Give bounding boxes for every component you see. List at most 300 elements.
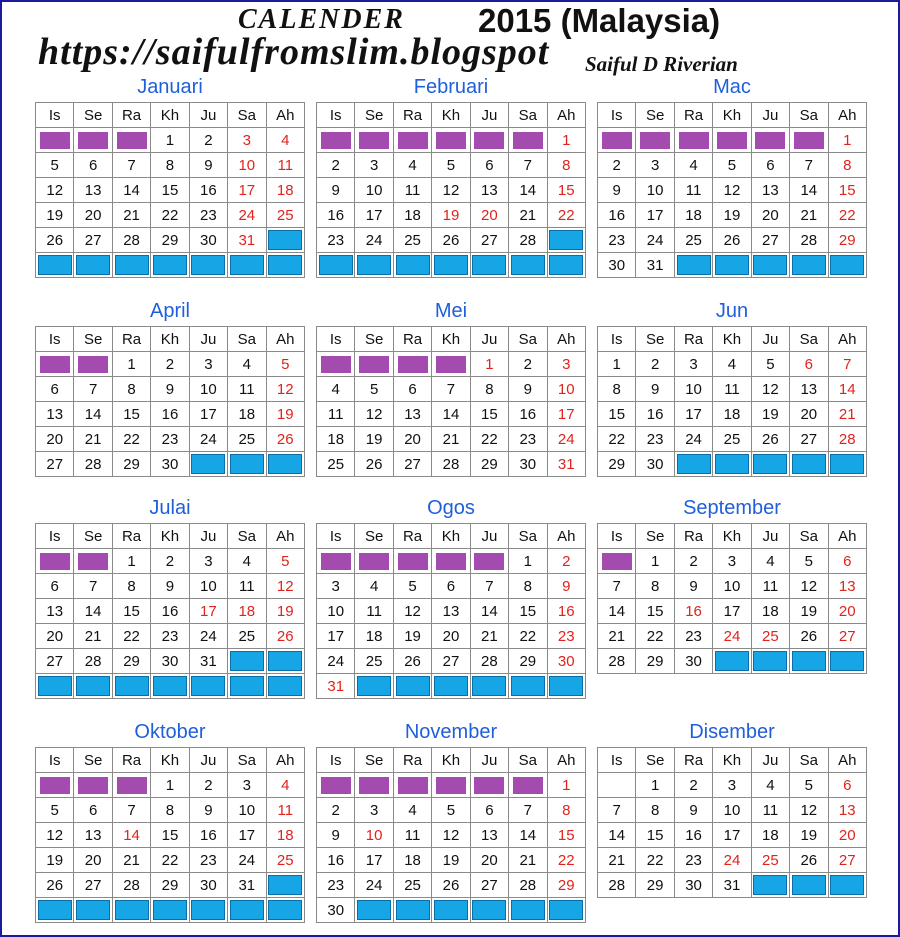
day-cell: 30 xyxy=(547,649,585,674)
month-grid xyxy=(35,523,305,699)
author-name: Saiful D Riverian xyxy=(585,52,738,76)
weekday-header: Ju xyxy=(470,524,508,549)
day-cell: 25 xyxy=(393,873,431,898)
day-cell: 18 xyxy=(355,624,393,649)
day-cell: 2 xyxy=(674,549,712,574)
month-grid xyxy=(35,747,305,923)
day-cell: 13 xyxy=(74,823,112,848)
weekday-header: Sa xyxy=(228,524,266,549)
day-cell: 25 xyxy=(266,848,304,873)
blank-cell-purple xyxy=(393,352,431,377)
day-cell: 24 xyxy=(317,649,355,674)
week-row xyxy=(598,549,867,574)
weekday-header: Ju xyxy=(751,327,789,352)
blue-block xyxy=(115,676,149,696)
weekday-header: Kh xyxy=(432,524,470,549)
day-cell: 25 xyxy=(713,427,751,452)
day-cell: 13 xyxy=(36,402,74,427)
day-cell: 29 xyxy=(112,452,150,477)
day-cell: 20 xyxy=(74,848,112,873)
day-cell: 1 xyxy=(509,549,547,574)
day-cell: 2 xyxy=(636,352,674,377)
weekday-header: Kh xyxy=(151,103,189,128)
day-cell: 25 xyxy=(355,649,393,674)
day-cell: 8 xyxy=(636,574,674,599)
week-row xyxy=(36,773,305,798)
blank-cell-purple xyxy=(470,128,508,153)
weekday-header: Ju xyxy=(751,524,789,549)
day-cell: 8 xyxy=(636,798,674,823)
day-cell: 7 xyxy=(509,798,547,823)
day-cell: 22 xyxy=(112,624,150,649)
day-cell: 8 xyxy=(547,798,585,823)
week-row xyxy=(36,599,305,624)
blue-block xyxy=(792,651,826,671)
purple-block xyxy=(398,553,428,570)
day-cell: 7 xyxy=(470,574,508,599)
day-cell: 8 xyxy=(151,153,189,178)
day-cell: 15 xyxy=(547,823,585,848)
purple-block xyxy=(321,553,351,570)
blank-cell-purple xyxy=(74,128,112,153)
month-name: Ogos xyxy=(427,497,475,519)
purple-block xyxy=(78,356,108,373)
weekday-header: Sa xyxy=(790,748,828,773)
week-row xyxy=(598,352,867,377)
day-cell: 24 xyxy=(228,203,266,228)
day-cell: 20 xyxy=(790,402,828,427)
blank-cell-purple xyxy=(112,128,150,153)
day-cell: 10 xyxy=(713,798,751,823)
blank-cell-blue xyxy=(189,898,227,923)
weekday-header: Se xyxy=(355,103,393,128)
blank-cell-blue xyxy=(266,873,304,898)
blue-block xyxy=(357,900,391,920)
blue-block xyxy=(396,900,430,920)
blank-cell-purple xyxy=(355,549,393,574)
weekday-header: Is xyxy=(36,327,74,352)
purple-block xyxy=(717,132,747,149)
blank-cell-blue xyxy=(228,649,266,674)
day-cell: 1 xyxy=(151,128,189,153)
week-row xyxy=(36,549,305,574)
blank-cell-blue xyxy=(432,253,470,278)
day-cell: 27 xyxy=(393,452,431,477)
week-row xyxy=(317,773,586,798)
week-row xyxy=(36,377,305,402)
day-cell: 11 xyxy=(751,574,789,599)
weekday-header: Ju xyxy=(189,524,227,549)
purple-block xyxy=(40,553,70,570)
blue-block xyxy=(268,875,302,895)
day-cell: 21 xyxy=(112,848,150,873)
week-row xyxy=(36,649,305,674)
weekday-header: Se xyxy=(636,524,674,549)
day-cell: 10 xyxy=(547,377,585,402)
day-cell: 28 xyxy=(112,873,150,898)
day-cell: 6 xyxy=(828,549,866,574)
blank-cell-blue xyxy=(674,253,712,278)
blue-block xyxy=(230,651,264,671)
day-cell: 3 xyxy=(228,773,266,798)
blank-cell-blue xyxy=(266,674,304,699)
purple-block xyxy=(321,356,351,373)
weekday-header: Is xyxy=(598,748,636,773)
blue-block xyxy=(792,255,826,275)
day-cell: 15 xyxy=(636,823,674,848)
day-cell: 22 xyxy=(547,848,585,873)
day-cell: 13 xyxy=(470,178,508,203)
week-row xyxy=(598,203,867,228)
blank-cell-purple xyxy=(112,773,150,798)
day-cell: 28 xyxy=(432,452,470,477)
purple-block xyxy=(436,553,466,570)
weekday-header: Ah xyxy=(547,327,585,352)
day-cell: 19 xyxy=(393,624,431,649)
blank-cell-purple xyxy=(355,352,393,377)
day-cell: 20 xyxy=(470,848,508,873)
day-cell: 29 xyxy=(509,649,547,674)
blank-cell-blue xyxy=(470,674,508,699)
day-cell: 16 xyxy=(317,203,355,228)
blue-block xyxy=(230,454,264,474)
day-cell: 8 xyxy=(470,377,508,402)
week-row xyxy=(317,203,586,228)
day-cell: 23 xyxy=(151,427,189,452)
day-cell: 10 xyxy=(674,377,712,402)
day-cell: 9 xyxy=(547,574,585,599)
day-cell: 24 xyxy=(228,848,266,873)
weekday-header: Is xyxy=(317,103,355,128)
weekday-header: Ah xyxy=(547,748,585,773)
day-cell: 11 xyxy=(317,402,355,427)
blank-cell-purple xyxy=(598,128,636,153)
day-cell: 2 xyxy=(547,549,585,574)
day-cell: 9 xyxy=(189,798,227,823)
day-cell: 4 xyxy=(393,153,431,178)
day-cell: 17 xyxy=(636,203,674,228)
weekday-header: Ra xyxy=(112,327,150,352)
purple-block xyxy=(602,132,632,149)
purple-block xyxy=(640,132,670,149)
purple-block xyxy=(436,777,466,794)
day-cell: 13 xyxy=(790,377,828,402)
weekday-header: Ah xyxy=(266,103,304,128)
blank-cell-blue xyxy=(228,253,266,278)
day-cell: 19 xyxy=(266,599,304,624)
month-name: November xyxy=(404,721,498,743)
week-row xyxy=(317,823,586,848)
blank-cell-blue xyxy=(112,253,150,278)
day-cell: 4 xyxy=(317,377,355,402)
day-cell: 16 xyxy=(509,402,547,427)
day-cell: 29 xyxy=(828,228,866,253)
day-cell: 13 xyxy=(36,599,74,624)
blank-cell-purple xyxy=(470,773,508,798)
day-cell: 4 xyxy=(393,798,431,823)
week-row xyxy=(317,674,586,699)
blank-cell-blue xyxy=(470,898,508,923)
day-cell: 13 xyxy=(751,178,789,203)
week-row xyxy=(317,253,586,278)
day-cell: 12 xyxy=(790,574,828,599)
day-cell: 28 xyxy=(598,649,636,674)
day-cell: 23 xyxy=(674,624,712,649)
weekday-header: Kh xyxy=(432,103,470,128)
weekday-header-row xyxy=(36,103,305,128)
day-cell: 26 xyxy=(432,873,470,898)
day-cell: 4 xyxy=(355,574,393,599)
day-cell: 13 xyxy=(393,402,431,427)
day-cell: 9 xyxy=(598,178,636,203)
blue-block xyxy=(153,255,187,275)
day-cell: 17 xyxy=(355,848,393,873)
weekday-header: Kh xyxy=(713,524,751,549)
weekday-header: Se xyxy=(355,748,393,773)
month-name: Februari xyxy=(413,76,489,98)
blank-cell-blue xyxy=(393,674,431,699)
blue-block xyxy=(434,676,468,696)
blank-cell-purple xyxy=(636,128,674,153)
day-cell: 7 xyxy=(598,574,636,599)
day-cell: 26 xyxy=(36,228,74,253)
blue-block xyxy=(230,900,264,920)
day-cell: 13 xyxy=(432,599,470,624)
day-cell: 20 xyxy=(828,823,866,848)
blank-cell-blue xyxy=(828,649,866,674)
weekday-header: Ju xyxy=(470,748,508,773)
weekday-header-row xyxy=(36,327,305,352)
day-cell: 4 xyxy=(228,352,266,377)
blank-cell-purple xyxy=(751,128,789,153)
blue-block xyxy=(715,651,749,671)
purple-block xyxy=(40,132,70,149)
blue-block xyxy=(230,255,264,275)
day-cell: 21 xyxy=(74,427,112,452)
purple-block xyxy=(602,553,632,570)
day-cell: 6 xyxy=(751,153,789,178)
week-row xyxy=(317,798,586,823)
day-cell: 20 xyxy=(751,203,789,228)
blank-cell-purple xyxy=(713,128,751,153)
day-cell: 3 xyxy=(713,773,751,798)
day-cell: 1 xyxy=(112,352,150,377)
blue-block xyxy=(396,255,430,275)
day-cell: 18 xyxy=(751,599,789,624)
day-cell: 6 xyxy=(432,574,470,599)
blank-cell-purple xyxy=(36,128,74,153)
blank-cell-purple xyxy=(36,549,74,574)
day-cell: 5 xyxy=(266,549,304,574)
weekday-header: Ra xyxy=(112,748,150,773)
day-cell: 21 xyxy=(509,203,547,228)
day-cell: 9 xyxy=(317,823,355,848)
day-cell: 25 xyxy=(266,203,304,228)
day-cell: 11 xyxy=(266,153,304,178)
day-cell: 20 xyxy=(470,203,508,228)
day-cell: 8 xyxy=(112,574,150,599)
day-cell: 17 xyxy=(713,599,751,624)
day-cell: 28 xyxy=(470,649,508,674)
day-cell: 8 xyxy=(598,377,636,402)
blog-url: https://saifulfromslim.blogspot xyxy=(38,31,550,73)
day-cell: 9 xyxy=(317,178,355,203)
day-cell: 22 xyxy=(470,427,508,452)
week-row xyxy=(317,128,586,153)
blank-cell-blue xyxy=(355,674,393,699)
day-cell: 5 xyxy=(36,153,74,178)
day-cell: 10 xyxy=(228,153,266,178)
week-row xyxy=(317,549,586,574)
blank-cell-blue xyxy=(751,452,789,477)
weekday-header: Ah xyxy=(828,327,866,352)
day-cell: 11 xyxy=(393,178,431,203)
blank-cell-blue xyxy=(355,253,393,278)
day-cell: 20 xyxy=(36,427,74,452)
week-row xyxy=(317,452,586,477)
weekday-header: Ah xyxy=(828,748,866,773)
weekday-header: Ra xyxy=(393,748,431,773)
day-cell: 5 xyxy=(432,798,470,823)
day-cell: 10 xyxy=(355,823,393,848)
day-cell: 16 xyxy=(547,599,585,624)
weekday-header-row xyxy=(598,748,867,773)
day-cell: 8 xyxy=(112,377,150,402)
day-cell: 17 xyxy=(355,203,393,228)
weekday-header: Sa xyxy=(228,327,266,352)
blue-block xyxy=(76,676,110,696)
weekday-header-row xyxy=(317,327,586,352)
day-cell: 16 xyxy=(151,402,189,427)
day-cell: 2 xyxy=(317,798,355,823)
day-cell: 18 xyxy=(266,823,304,848)
day-cell: 8 xyxy=(509,574,547,599)
day-cell: 5 xyxy=(713,153,751,178)
day-cell: 22 xyxy=(509,624,547,649)
blue-block xyxy=(153,676,187,696)
day-cell: 15 xyxy=(598,402,636,427)
day-cell: 13 xyxy=(828,798,866,823)
blank-cell-purple xyxy=(393,773,431,798)
weekday-header: Ju xyxy=(189,748,227,773)
day-cell: 16 xyxy=(674,599,712,624)
day-cell: 20 xyxy=(393,427,431,452)
blank-cell-purple xyxy=(598,549,636,574)
purple-block xyxy=(321,777,351,794)
blue-block xyxy=(549,255,583,275)
week-row xyxy=(36,574,305,599)
day-cell: 16 xyxy=(636,402,674,427)
blue-block xyxy=(549,676,583,696)
weekday-header: Is xyxy=(317,327,355,352)
month-grid xyxy=(597,523,867,674)
blank-cell-blue xyxy=(713,649,751,674)
week-row xyxy=(36,848,305,873)
weekday-header: Ah xyxy=(266,748,304,773)
day-cell: 6 xyxy=(74,153,112,178)
day-cell: 15 xyxy=(151,823,189,848)
day-cell: 15 xyxy=(470,402,508,427)
day-cell: 26 xyxy=(790,624,828,649)
weekday-header: Sa xyxy=(790,327,828,352)
day-cell: 27 xyxy=(36,452,74,477)
blank-cell-blue xyxy=(151,674,189,699)
day-cell: 21 xyxy=(790,203,828,228)
blank-cell-blue xyxy=(189,452,227,477)
day-cell: 12 xyxy=(36,823,74,848)
blank-cell-purple xyxy=(317,352,355,377)
day-cell: 3 xyxy=(189,549,227,574)
week-row xyxy=(317,228,586,253)
blank-cell-blue xyxy=(74,898,112,923)
weekday-header: Ra xyxy=(393,524,431,549)
blank-cell-blue xyxy=(470,253,508,278)
day-cell: 26 xyxy=(36,873,74,898)
day-cell: 1 xyxy=(828,128,866,153)
purple-block xyxy=(513,777,543,794)
blue-block xyxy=(38,676,72,696)
blue-block xyxy=(677,454,711,474)
day-cell: 3 xyxy=(713,549,751,574)
day-cell: 15 xyxy=(509,599,547,624)
day-cell: 25 xyxy=(751,848,789,873)
day-cell: 20 xyxy=(36,624,74,649)
week-row xyxy=(36,153,305,178)
weekday-header: Sa xyxy=(509,524,547,549)
day-cell: 6 xyxy=(393,377,431,402)
week-row xyxy=(36,402,305,427)
day-cell: 17 xyxy=(228,178,266,203)
day-cell: 19 xyxy=(355,427,393,452)
blue-block xyxy=(830,651,864,671)
day-cell: 11 xyxy=(228,574,266,599)
day-cell: 22 xyxy=(112,427,150,452)
day-cell: 17 xyxy=(317,624,355,649)
blank-cell-purple xyxy=(355,128,393,153)
blank-cell-purple xyxy=(36,352,74,377)
week-row xyxy=(317,427,586,452)
weekday-header: Sa xyxy=(509,103,547,128)
week-row xyxy=(598,178,867,203)
day-cell: 30 xyxy=(151,452,189,477)
purple-block xyxy=(474,777,504,794)
day-cell: 14 xyxy=(432,402,470,427)
day-cell: 23 xyxy=(636,427,674,452)
blank-cell-blue xyxy=(228,674,266,699)
day-cell: 9 xyxy=(674,574,712,599)
week-row xyxy=(36,178,305,203)
day-cell: 22 xyxy=(598,427,636,452)
blue-block xyxy=(792,454,826,474)
day-cell: 15 xyxy=(547,178,585,203)
day-cell: 3 xyxy=(547,352,585,377)
day-cell: 6 xyxy=(36,574,74,599)
week-row xyxy=(36,253,305,278)
weekday-header: Se xyxy=(355,524,393,549)
day-cell: 7 xyxy=(598,798,636,823)
blank-cell-blue xyxy=(151,898,189,923)
day-cell: 5 xyxy=(790,773,828,798)
day-cell: 28 xyxy=(74,452,112,477)
blank-cell-blue xyxy=(828,452,866,477)
day-cell: 2 xyxy=(674,773,712,798)
blank-cell-blue xyxy=(547,898,585,923)
day-cell: 7 xyxy=(74,377,112,402)
day-cell: 23 xyxy=(317,228,355,253)
weekday-header: Is xyxy=(36,524,74,549)
day-cell: 10 xyxy=(636,178,674,203)
week-row xyxy=(598,153,867,178)
